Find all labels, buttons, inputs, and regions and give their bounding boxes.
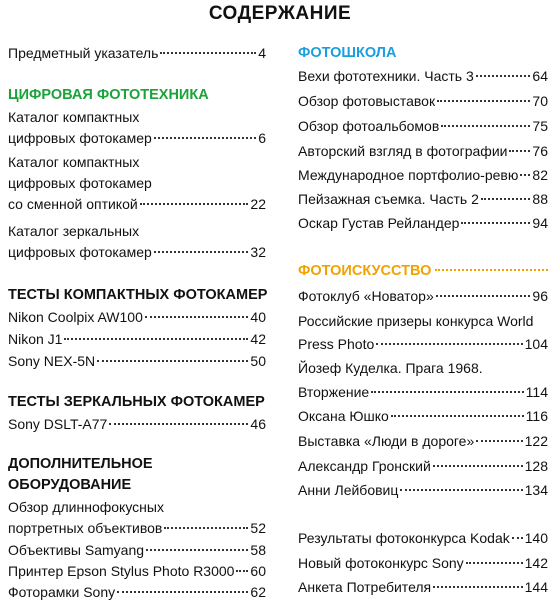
toc-entry[interactable]	[298, 553, 548, 574]
entry-page: 58	[250, 542, 266, 558]
section-heading-school: ФОТОШКОЛА	[298, 45, 397, 61]
entry-title: Выставка «Люди в дороге»	[298, 433, 475, 449]
entry-page: 62	[250, 584, 266, 600]
entry-page: 40	[250, 309, 266, 325]
entry-page: 82	[532, 167, 548, 183]
toc-entry[interactable]	[298, 116, 548, 137]
dot-leader	[146, 549, 248, 551]
entry-title: Nikon J1	[8, 331, 63, 347]
entry-title-line: Каталог зеркальных	[8, 223, 140, 239]
entry-page: 104	[524, 336, 548, 352]
entry-page: 140	[524, 530, 548, 546]
entry-page: 94	[532, 215, 548, 231]
toc-entry[interactable]	[8, 307, 266, 328]
entry-page: 6	[258, 130, 266, 146]
entry-title-line: Каталог компактных	[8, 154, 140, 170]
entry-title: Оскар Густав Рейландер	[298, 215, 460, 231]
toc-entry[interactable]	[298, 528, 548, 549]
entry-page: 60	[250, 563, 266, 579]
dot-leader	[441, 125, 530, 127]
entry-title: Новый фотоконкурс Sony	[298, 555, 464, 571]
section-heading-extra-line2: ОБОРУДОВАНИЕ	[8, 477, 132, 493]
dot-leader	[371, 391, 523, 393]
entry-page: 122	[524, 433, 548, 449]
entry-page: 114	[525, 384, 548, 400]
entry-page: 128	[524, 458, 548, 474]
entry-title: Результаты фотоконкурса Kodak	[298, 530, 510, 546]
toc-entry[interactable]	[298, 480, 548, 501]
entry-page: 142	[524, 555, 548, 571]
entry-title: Вторжение	[298, 384, 370, 400]
toc-entry-compact-catalog[interactable]	[8, 128, 266, 149]
toc-entry[interactable]	[8, 351, 266, 372]
dot-leader	[436, 295, 531, 297]
dot-leader	[481, 198, 531, 200]
section-heading-extra-line1: ДОПОЛНИТЕЛЬНОЕ	[8, 456, 153, 472]
dot-leader	[437, 100, 530, 102]
entry-page: 134	[524, 482, 548, 498]
entry-title: цифровых фотокамер	[8, 130, 152, 146]
dot-leader	[520, 174, 530, 176]
dot-leader	[160, 52, 256, 54]
dot-leader	[476, 75, 531, 77]
dot-leader	[64, 338, 248, 340]
toc-entry-dslr-catalog[interactable]	[8, 242, 266, 263]
entry-title: Пейзажная съемка. Часть 2	[298, 191, 479, 207]
entry-page: 96	[532, 288, 548, 304]
entry-title: Международное портфолио-ревю	[298, 167, 519, 183]
dot-leader	[117, 591, 248, 593]
dot-leader	[433, 465, 523, 467]
entry-title-line: Обзор длиннофокусных	[8, 499, 164, 515]
section-heading-compact-tests: ТЕСТЫ КОМПАКТНЫХ ФОТОКАМЕР	[8, 287, 268, 303]
entry-title: Объективы Samyang	[8, 542, 145, 558]
entry-page: 76	[532, 143, 548, 159]
entry-title: Фотоклуб «Новатор»	[298, 288, 434, 304]
entry-title: цифровых фотокамер	[8, 244, 152, 260]
dot-leader	[154, 251, 249, 253]
entry-title: Press Photo	[298, 336, 375, 352]
entry-title: Александр Гронский	[298, 458, 431, 474]
entry-page: 88	[532, 191, 548, 207]
toc-entry-world-press-photo[interactable]	[298, 334, 548, 355]
entry-title: со сменной оптикой	[8, 196, 138, 212]
page-title: СОДЕРЖАНИЕ	[208, 3, 352, 24]
entry-page: 22	[250, 196, 266, 212]
entry-title: Авторский взгляд в фотографии	[298, 143, 508, 159]
entry-page: 4	[258, 45, 266, 61]
entry-page: 50	[250, 353, 266, 369]
toc-entry[interactable]	[298, 577, 548, 598]
entry-title: Sony NEX-5N	[8, 353, 96, 369]
section-heading-text: ФОТОИСКУССТВО	[298, 263, 432, 279]
toc-entry[interactable]	[298, 286, 548, 307]
entry-title: Sony DSLT-A77	[8, 416, 108, 432]
entry-title-line: цифровых фотокамер	[8, 175, 152, 191]
entry-title: Обзор фотовыставок	[298, 93, 436, 109]
toc-entry[interactable]	[298, 189, 548, 210]
entry-title: Принтер Epson Stylus Photo R3000	[8, 563, 235, 579]
entry-page: 116	[525, 408, 548, 424]
toc-entry-mirrorless-catalog[interactable]	[8, 194, 266, 215]
entry-title: Nikon Coolpix AW100	[8, 309, 143, 325]
toc-entry[interactable]	[298, 91, 548, 112]
toc-entry[interactable]	[298, 382, 548, 403]
toc-entry[interactable]	[298, 165, 548, 186]
entry-page: 64	[532, 68, 548, 84]
toc-entry[interactable]	[298, 456, 548, 477]
dot-leader	[391, 415, 524, 417]
entry-page: 52	[250, 520, 266, 536]
dot-leader	[400, 489, 522, 491]
entry-title: Оксана Юшко	[298, 408, 389, 424]
entry-title: Вехи фототехники. Часть 3	[298, 68, 474, 84]
entry-title-line: Российские призеры конкурса World	[298, 313, 534, 329]
toc-entry[interactable]	[298, 141, 548, 162]
dot-leader	[512, 537, 523, 539]
dot-leader	[509, 150, 530, 152]
toc-entry[interactable]	[8, 414, 266, 435]
section-heading-digital: ЦИФРОВАЯ ФОТОТЕХНИКА	[8, 87, 209, 103]
dot-leader	[154, 137, 256, 139]
entry-page: 70	[532, 93, 548, 109]
toc-entry[interactable]	[298, 213, 548, 234]
toc-entry[interactable]	[8, 540, 266, 561]
dot-leader	[476, 440, 522, 442]
toc-entry-lenses-review[interactable]	[8, 518, 266, 539]
subsection-title: Йозеф Куделка. Прага 1968.	[298, 360, 483, 376]
toc-entry[interactable]	[298, 406, 548, 427]
entry-title: Анкета Потребителя	[298, 579, 432, 595]
entry-title: Фоторамки Sony	[8, 584, 116, 600]
entry-page: 42	[250, 331, 266, 347]
toc-entry[interactable]	[298, 431, 548, 452]
dot-leader	[164, 527, 248, 529]
entry-page: 75	[532, 118, 548, 134]
section-heading-dslr-tests: ТЕСТЫ ЗЕРКАЛЬНЫХ ФОТОКАМЕР	[8, 394, 265, 410]
section-heading-art	[298, 261, 548, 282]
dot-leader	[376, 343, 522, 345]
dot-leader	[97, 360, 248, 362]
dot-leader	[466, 562, 523, 564]
dot-leader	[145, 316, 249, 318]
dot-leader	[236, 570, 248, 572]
entry-title-line: Каталог компактных	[8, 109, 140, 125]
toc-entry[interactable]	[8, 561, 266, 582]
toc-entry-index[interactable]	[8, 43, 266, 64]
dot-leader	[140, 203, 249, 205]
entry-page: 144	[524, 579, 548, 595]
dot-leader	[433, 586, 523, 588]
entry-page: 32	[250, 244, 266, 260]
entry-title: портретных объективов	[8, 520, 163, 536]
dot-leader	[435, 269, 548, 271]
entry-title: Анни Лейбовиц	[298, 482, 399, 498]
toc-entry[interactable]	[8, 329, 266, 350]
entry-page: 46	[250, 416, 266, 432]
entry-title: Обзор фотоальбомов	[298, 118, 440, 134]
dot-leader	[109, 423, 248, 425]
dot-leader	[461, 222, 530, 224]
entry-title: Предметный указатель	[8, 45, 159, 61]
toc-entry[interactable]	[298, 66, 548, 87]
